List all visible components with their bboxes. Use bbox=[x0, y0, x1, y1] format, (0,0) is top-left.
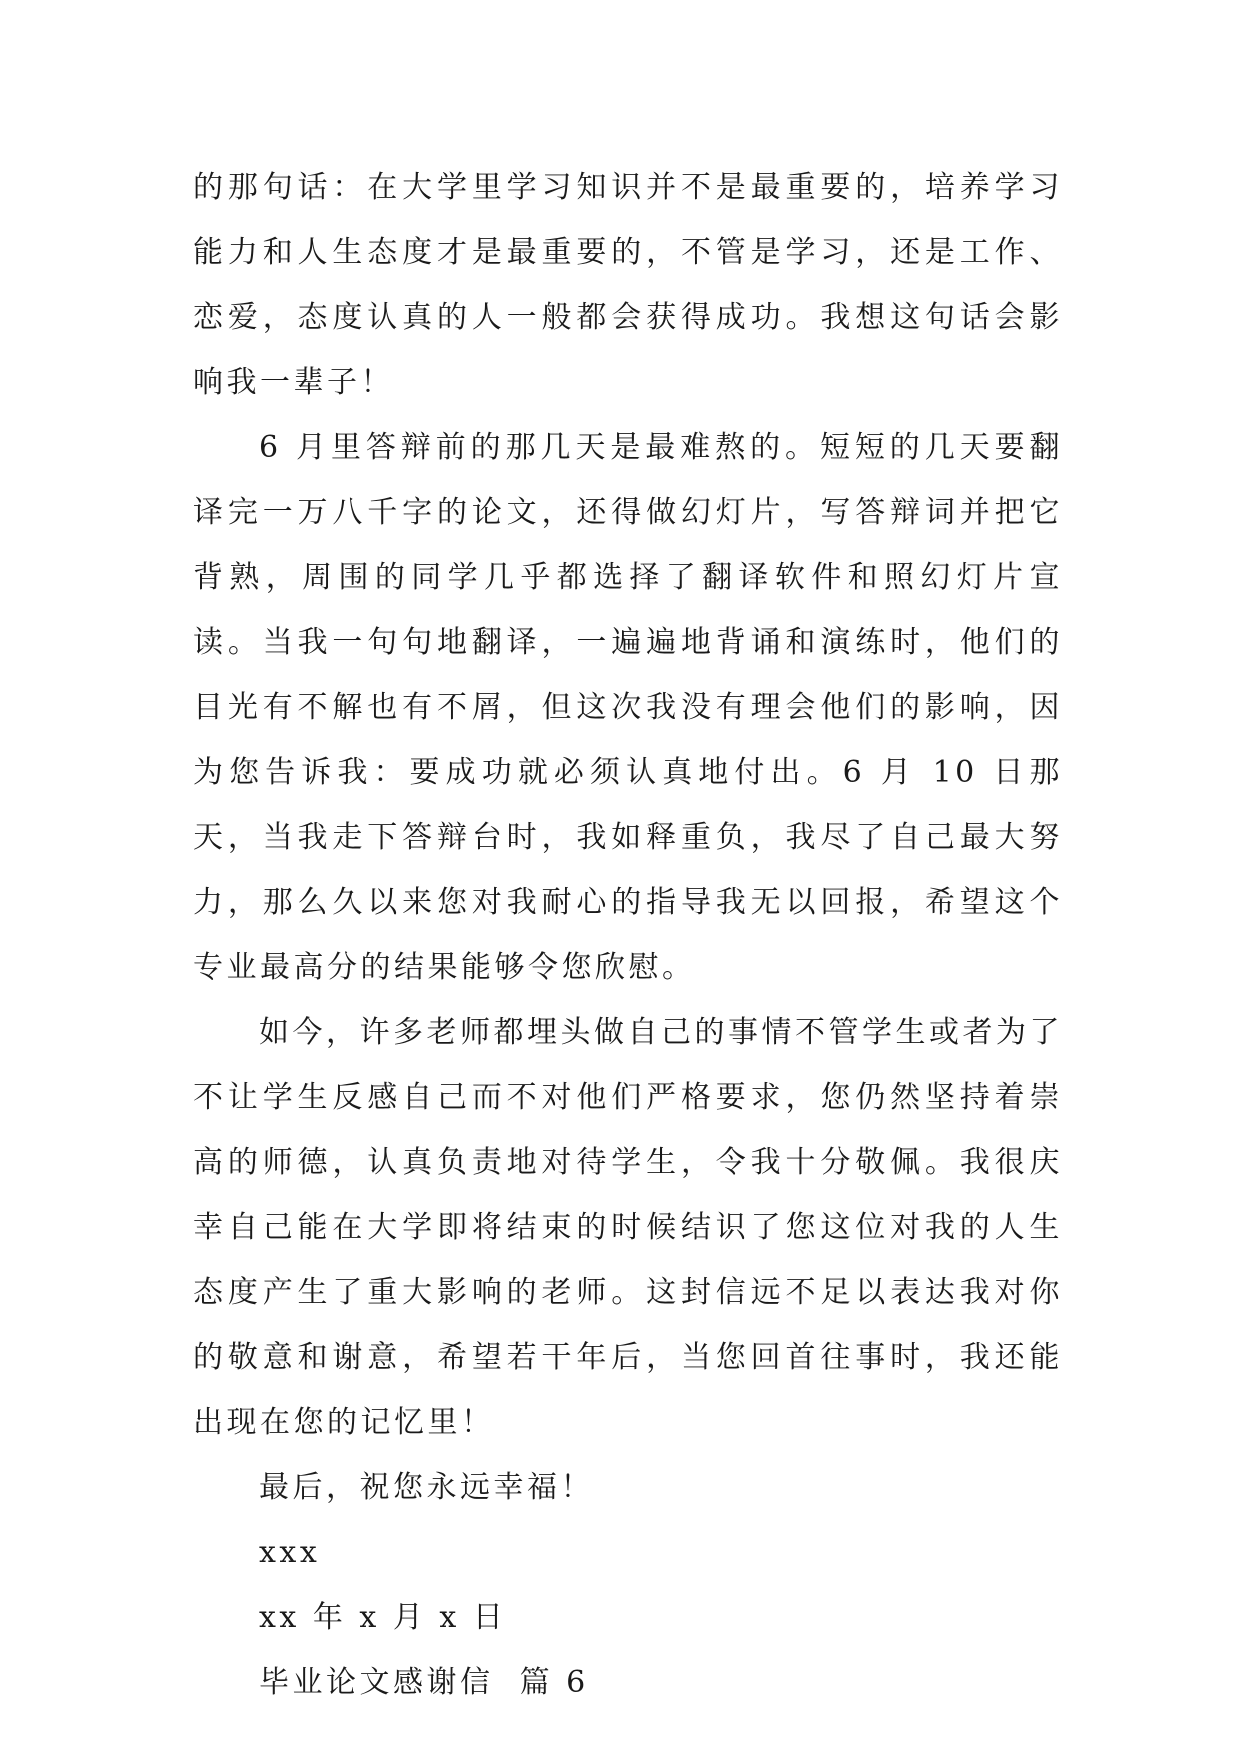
closing-line: 最后，祝您永远幸福！ bbox=[259, 1470, 594, 1505]
date-line: xx 年 x 月 x 日 bbox=[259, 1600, 507, 1635]
signature: xxx bbox=[259, 1535, 321, 1570]
body-paragraph-1: 的那句话：在大学里学习知识并不是最重要的，培养学习能力和人生态度才是最重要的，不管是学习，还是工作、恋爱，态度认真的人一般都会获得成功。我想这句话会影响我一辈子！ bbox=[193, 170, 1063, 400]
body-paragraph-3: 如今，许多老师都埋头做自己的事情不管学生或者为了不让学生反感自己而不对他们严格要求，您仍然坚持着崇高的师德，认真负责地对待学生，令我十分敬佩。我很庆幸自己能在大学即将结束的时候结识了您这位对我的人生态度产生了重大影响的老师。这封信远不足以表达我对你的敬意和谢意，希望若干年后，当您回首往事时，我还能出现在您的记忆里！ bbox=[193, 1015, 1063, 1440]
document-page bbox=[193, 155, 1063, 1715]
next-section-title: 毕业论文感谢信 篇 6 bbox=[259, 1665, 589, 1700]
body-paragraph-2: 6 月里答辩前的那几天是最难熬的。短短的几天要翻译完一万八千字的论文，还得做幻灯片，写答辩词并把它背熟，周围的同学几乎都选择了翻译软件和照幻灯片宣读。当我一句句地翻译，一遍遍地背诵和演练时，他们的目光有不解也有不屑，但这次我没有理会他们的影响，因为您告诉我：要成功就必须认真地付出。6 月 10 日那天，当我走下答辩台时，我如释重负，我尽了自己最大努力，那么久以来您对我耐心的指导我无以回报，希望这个专业最高分的结果能够令您欣慰。 bbox=[193, 430, 1063, 985]
